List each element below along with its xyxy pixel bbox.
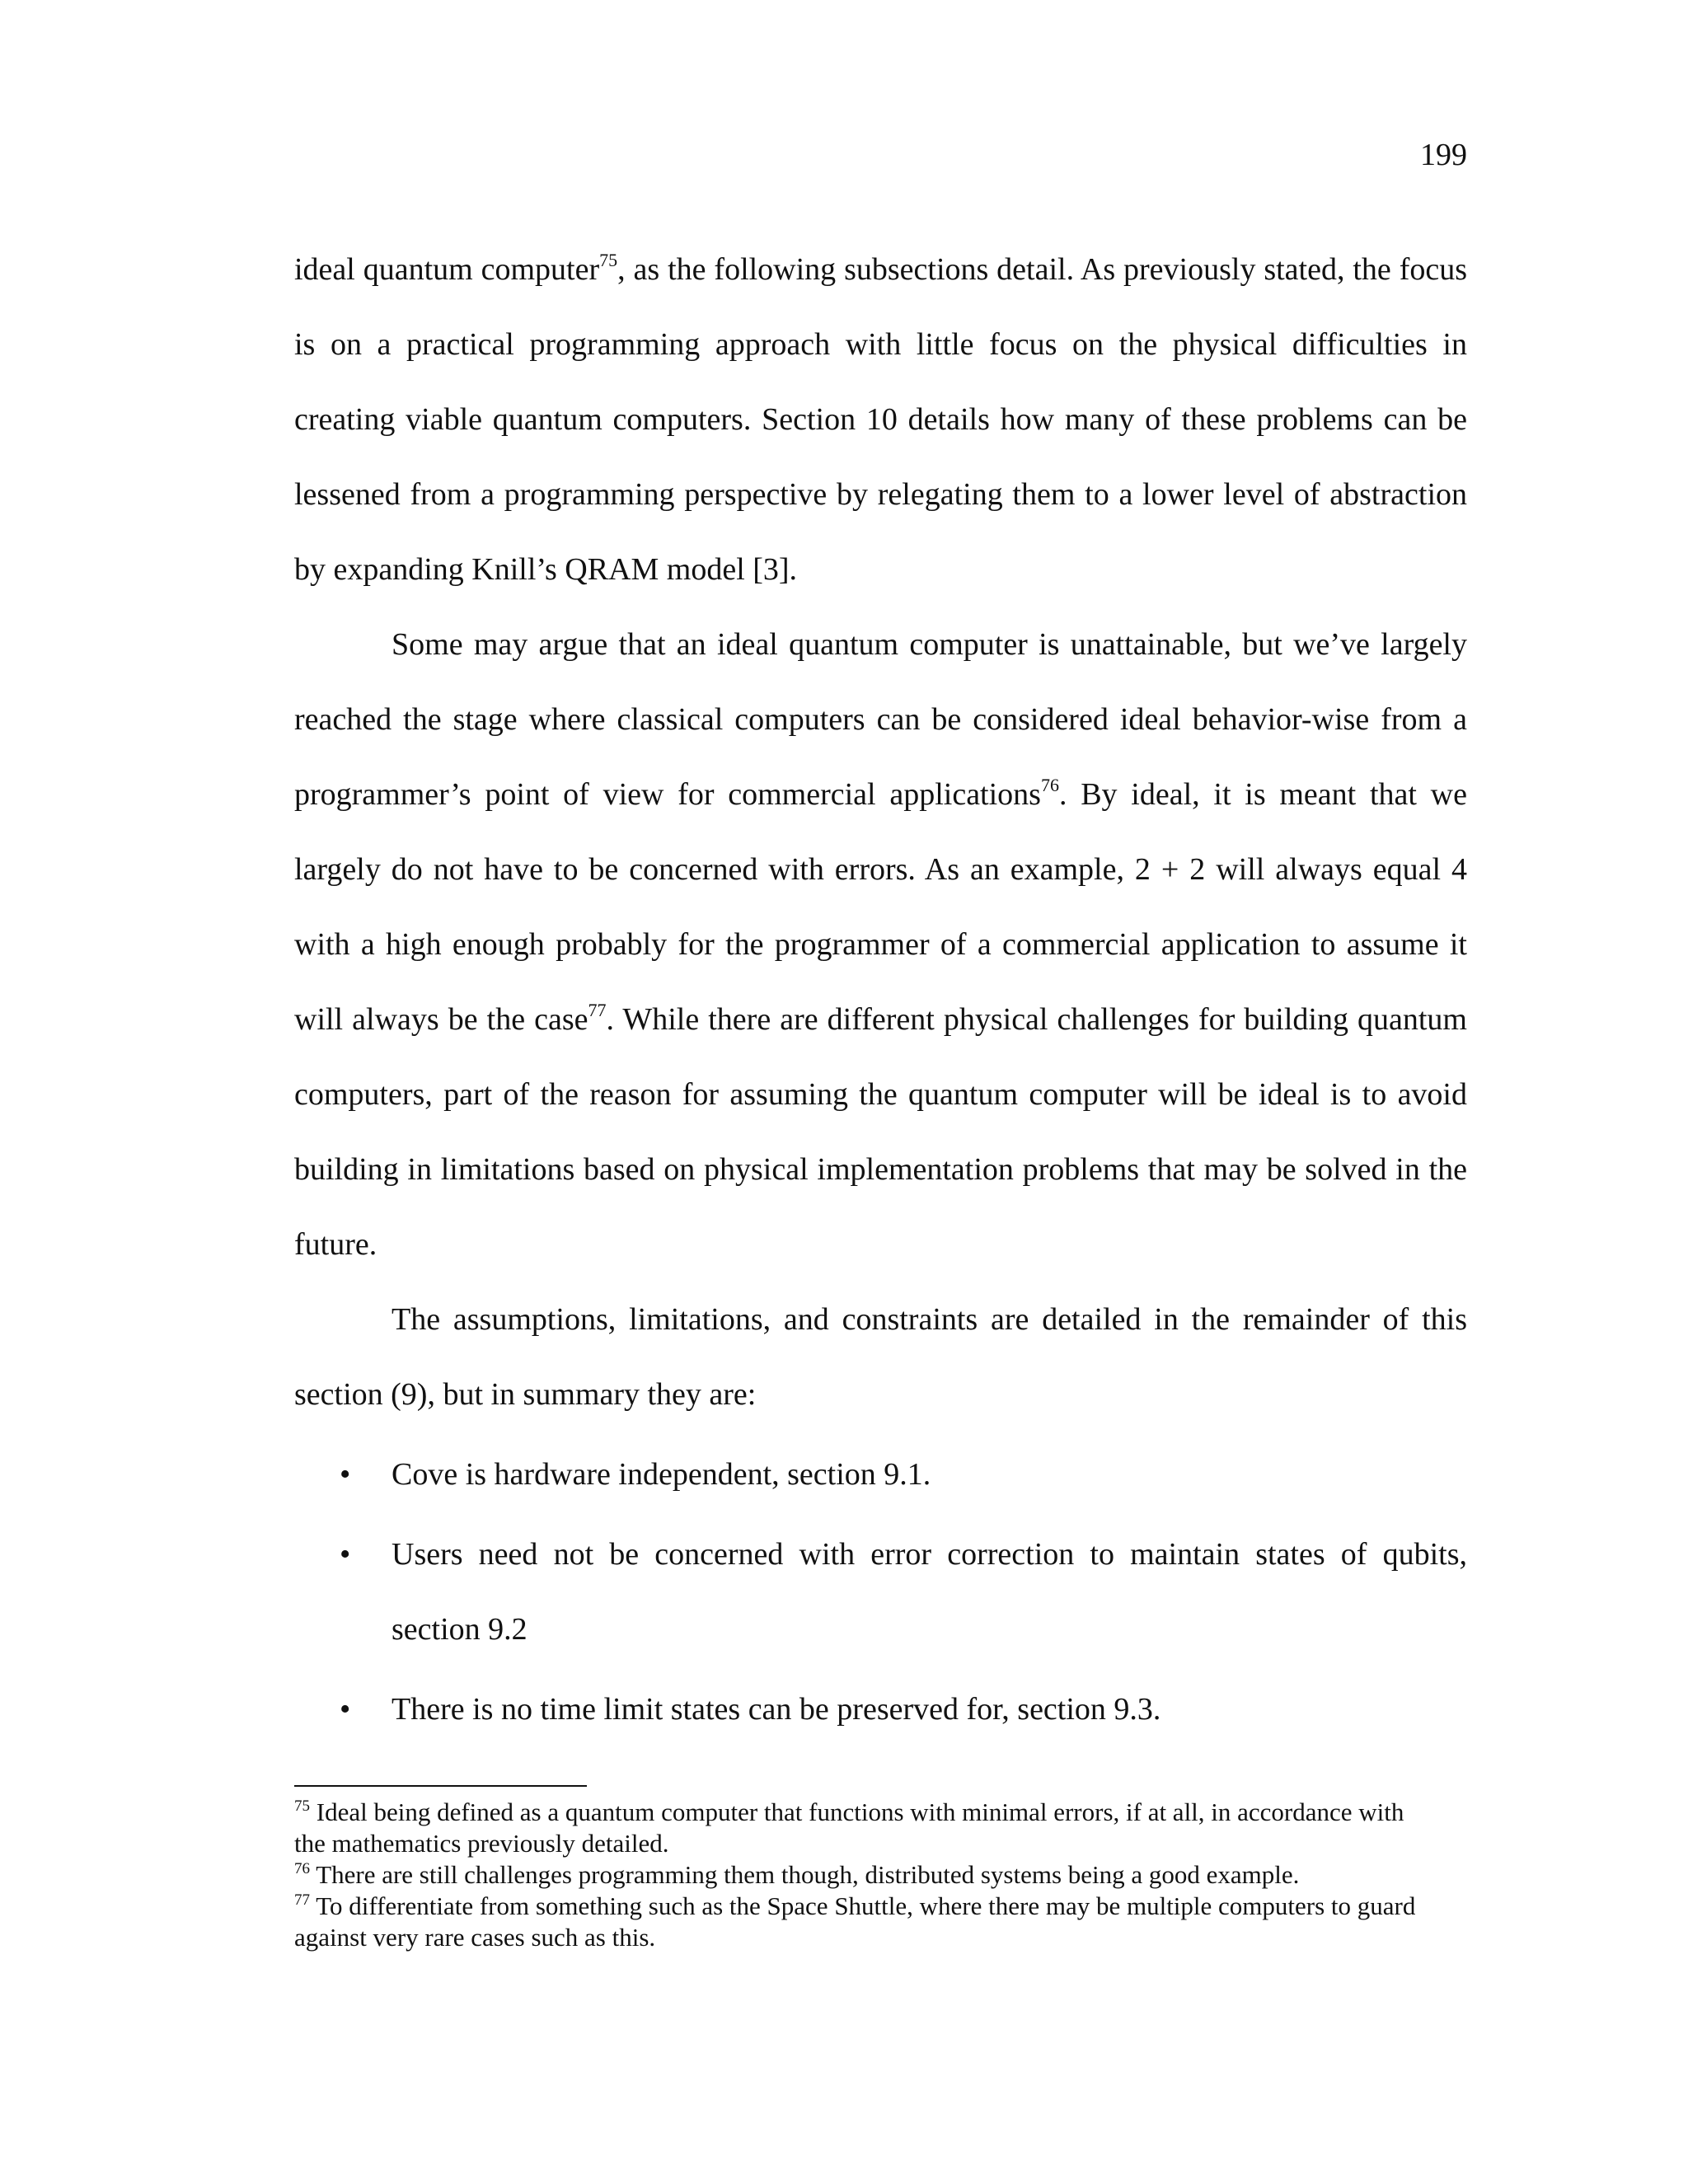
- footnote-text: To differentiate from something such as the Space Shuttle, where there may be multiple computers to guard against very rare cases such as this.: [294, 1891, 1416, 1952]
- paragraph-2: [294, 607, 1467, 1282]
- footnote-number: 75: [294, 1797, 310, 1815]
- footnote-ref-75[interactable]: 75: [599, 250, 618, 270]
- footnote-ref-77[interactable]: 77: [588, 1000, 607, 1020]
- footnote-ref-76[interactable]: 76: [1040, 775, 1059, 795]
- bullet-icon: •: [340, 1692, 351, 1727]
- footnote-text: Ideal being defined as a quantum computer that functions with minimal errors, if at all, in accordance with the mathematics previously detailed.: [294, 1797, 1404, 1858]
- paragraph-1: [294, 232, 1467, 607]
- paragraph-2-text-b: . By ideal, it is meant that we largely do not have to be concerned with errors. As an example, 2 + 2 will always equal 4 with a high enough probably for the programmer of a commercial application to assume it will always be the case: [294, 777, 1467, 1037]
- footnote-number: 77: [294, 1891, 310, 1909]
- list-item-text: Cove is hardware independent, section 9.1.: [392, 1457, 931, 1492]
- paragraph-2-text-a: Some may argue that an ideal quantum computer is unattainable, but we’ve largely reached the stage where classical computers can be considered ideal behavior-wise from a programmer’s point of view for commercial applications: [294, 627, 1467, 812]
- footnote-75: [294, 1797, 1432, 1859]
- paragraph-3: The assumptions, limitations, and constraints are detailed in the remainder of this section (9), but in summary they are:: [294, 1302, 1467, 1412]
- page-number: 199: [1420, 138, 1467, 172]
- bullet-icon: •: [340, 1537, 351, 1572]
- summary-list: [294, 1437, 1467, 1747]
- paragraph-1-text-b: , as the following subsections detail. As previously stated, the focus is on a practical programming approach with little focus on the physical difficulties in creating viable quantum computers. Section 10 details how many of these problems can be lessened from a programming perspective by relegating them to a lower level of abstraction by expanding Knill’s QRAM model [3].: [294, 252, 1468, 587]
- footnotes: [294, 1797, 1432, 1953]
- main-content: [294, 232, 1467, 1747]
- footnote-number: 76: [294, 1860, 310, 1877]
- paragraph-1-text-a: ideal quantum computer: [294, 252, 600, 287]
- list-item: [294, 1437, 1467, 1512]
- bullet-icon: •: [340, 1457, 351, 1492]
- footnote-77: [294, 1891, 1432, 1953]
- footnote-76: [294, 1859, 1432, 1891]
- paragraph-2-text-c: . While there are different physical challenges for building quantum computers, part of the reason for assuming the quantum computer will be ideal is to avoid building in limitations based on physical implementation problems that may be solved in the future.: [294, 1002, 1467, 1262]
- list-item-text: There is no time limit states can be preserved for, section 9.3.: [392, 1692, 1161, 1727]
- list-item-text: Users need not be concerned with error correction to maintain states of qubits, section 9.2: [392, 1537, 1467, 1647]
- footnote-text: There are still challenges programming them though, distributed systems being a good example.: [310, 1860, 1300, 1889]
- footnote-separator: [294, 1785, 587, 1787]
- list-item: [294, 1672, 1467, 1747]
- list-item: [294, 1517, 1467, 1667]
